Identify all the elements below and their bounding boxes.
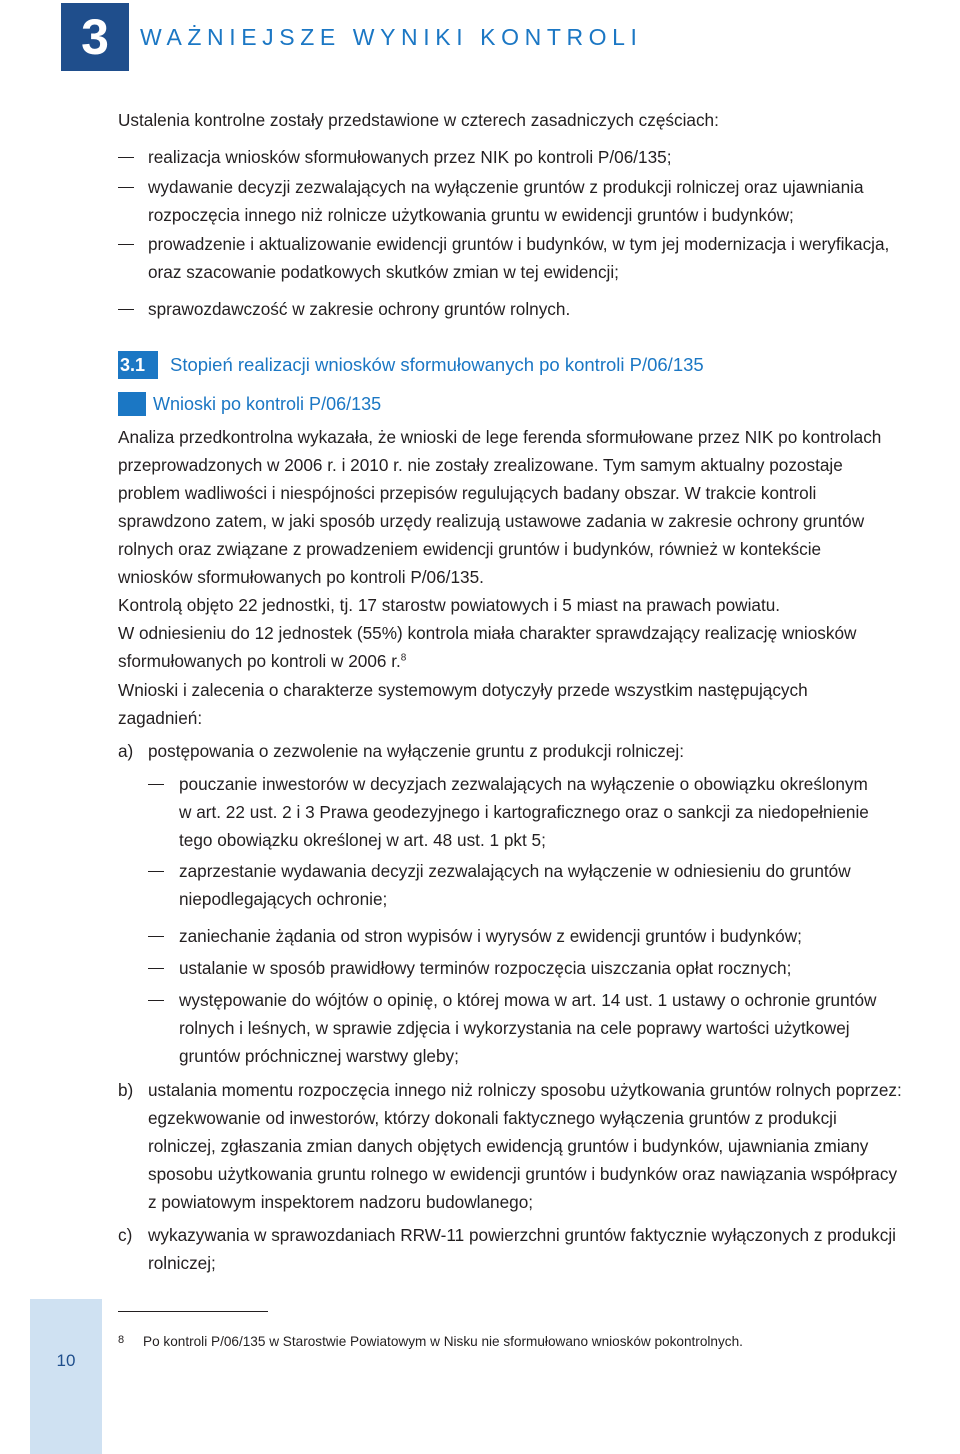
item-c-label: c) xyxy=(118,1225,133,1245)
intro-bullet-3-line-1: prowadzenie i aktualizowanie ewidencji gruntów i budynków, w tym jej modernizacja i weryfikacja, xyxy=(148,234,890,254)
item-a-label: a) xyxy=(118,741,134,761)
chapter-title: WAŻNIEJSZE WYNIKI KONTROLI xyxy=(140,24,643,50)
body-p1-line-1: Analiza przedkontrolna wykazała, że wnioski de lege ferenda sformułowane przez NIK po kontrolach xyxy=(118,427,882,447)
footnote-text: Po kontroli P/06/135 w Starostwie Powiatowym w Nisku nie sformułowano wniosków pokontrolnych. xyxy=(143,1334,743,1349)
dash-bullet-icon xyxy=(148,784,164,785)
page-number-box xyxy=(30,1299,102,1454)
item-a-bullet-1-line-3: tego obowiązku określonej w art. 48 ust. 1 pkt 5; xyxy=(179,830,546,850)
dash-bullet-icon xyxy=(148,1000,164,1001)
item-b-label: b) xyxy=(118,1080,134,1100)
intro-lead: Ustalenia kontrolne zostały przedstawione w czterech zasadniczych częściach: xyxy=(118,110,719,130)
item-b-line-3: rolniczej, zgłaszania zmian danych objętych ewidencją gruntów i budynków, ujawniania zmiany xyxy=(148,1136,869,1156)
item-b-line-1: ustalania momentu rozpoczęcia innego niż rolniczy sposobu użytkowania gruntów rolnych poprzez: xyxy=(148,1080,902,1100)
dash-bullet-icon xyxy=(118,309,134,310)
dash-bullet-icon xyxy=(118,157,134,158)
chapter-number: 3 xyxy=(61,3,129,71)
intro-bullet-1: realizacja wniosków sformułowanych przez NIK po kontroli P/06/135; xyxy=(148,147,672,167)
footnote-ref[interactable]: 8 xyxy=(400,652,407,664)
item-c-line-1: wykazywania w sprawozdaniach RRW-11 powierzchni gruntów faktycznie wyłączonych z produkcji xyxy=(148,1225,896,1245)
item-a-bullet-5-line-3: gruntów próchnicznej warstwy gleby; xyxy=(179,1046,459,1066)
subsection-marker-icon xyxy=(118,392,146,416)
item-c-line-2: rolniczej; xyxy=(148,1253,216,1273)
body-p2: Kontrolą objęto 22 jednostki, tj. 17 starostw powiatowych i 5 miast na prawach powiatu. xyxy=(118,595,781,615)
item-a-bullet-4: ustalanie w sposób prawidłowy terminów rozpoczęcia uiszczania opłat rocznych; xyxy=(179,958,792,978)
intro-bullet-4: sprawozdawczość w zakresie ochrony gruntów rolnych. xyxy=(148,299,571,319)
item-a-bullet-1-line-2: w art. 22 ust. 2 i 3 Prawa geodezyjnego i kartograficznego oraz o sankcji za niedopełnienie xyxy=(179,802,869,822)
intro-bullet-2-line-2: rozpoczęcia innego niż rolnicze użytkowania gruntu w ewidencji gruntów i budynków; xyxy=(148,205,794,225)
body-p1-line-4: sprawdzono zatem, w jaki sposób urzędy realizują ustawowe zadania w zakresie ochrony gruntów xyxy=(118,511,865,531)
page-number: 10 xyxy=(56,1351,76,1370)
subsection-title: Wnioski po kontroli P/06/135 xyxy=(153,394,382,414)
body-p3-line-1: W odniesieniu do 12 jednostek (55%) kontrola miała charakter sprawdzający realizację wniosków xyxy=(118,623,857,643)
item-a-bullet-5-line-2: rolnych i leśnych, w sprawie zdjęcia i wykorzystania na cele poprawy wartości użytkowej xyxy=(179,1018,850,1038)
item-a-bullet-1-line-1: pouczanie inwestorów w decyzjach zezwalających na wyłączenie o obowiązku określonym xyxy=(179,774,868,794)
item-a-bullet-5-line-1: występowanie do wójtów o opinię, o której mowa w art. 14 ust. 1 ustawy o ochronie gruntów xyxy=(179,990,877,1010)
body-p4-line-1: Wnioski i zalecenia o charakterze systemowym dotyczyły przede wszystkim następujących xyxy=(118,680,808,700)
section-number: 3.1 xyxy=(118,351,158,379)
footnote-mark: 8 xyxy=(118,1334,125,1346)
dash-bullet-icon xyxy=(148,968,164,969)
body-p1-line-5: rolnych oraz związane z prowadzeniem ewidencji gruntów i budynków, również w kontekście xyxy=(118,539,822,559)
item-a-text: postępowania o zezwolenie na wyłączenie gruntu z produkcji rolniczej: xyxy=(148,741,684,761)
body-p3-text: sformułowanych po kontroli w 2006 r. xyxy=(118,651,401,671)
item-a-bullet-3: zaniechanie żądania od stron wypisów i wyrysów z ewidencji gruntów i budynków; xyxy=(179,926,802,946)
body-p1-line-3: problem wadliwości i niespójności przepisów regulujących badany obszar. W trakcie kontroli xyxy=(118,483,817,503)
item-b-line-4: sposobu użytkowania gruntu rolnego w ewidencji gruntów i budynków oraz nawiązania współpracy xyxy=(148,1164,898,1184)
item-a-bullet-2-line-2: niepodlegających ochronie; xyxy=(179,889,388,909)
intro-bullet-3-line-2: oraz szacowanie podatkowych skutków zmian w tej ewidencji; xyxy=(148,262,619,282)
intro-bullet-2-line-1: wydawanie decyzji zezwalających na wyłączenie gruntów z produkcji rolniczej oraz ujawniania xyxy=(148,177,864,197)
footnote-divider xyxy=(118,1311,268,1312)
dash-bullet-icon xyxy=(148,936,164,937)
item-b-line-5: z powiatowym inspektorem nadzoru budowlanego; xyxy=(148,1192,534,1212)
item-a-bullet-2-line-1: zaprzestanie wydawania decyzji zezwalających na wyłączenie w odniesieniu do gruntów xyxy=(179,861,851,881)
dash-bullet-icon xyxy=(148,871,164,872)
section-title: Stopień realizacji wniosków sformułowanych po kontroli P/06/135 xyxy=(170,354,704,375)
item-b-line-2: egzekwowanie od inwestorów, którzy dokonali faktycznego wyłączenia gruntów z produkcji xyxy=(148,1108,837,1128)
dash-bullet-icon xyxy=(118,244,134,245)
body-p4-line-2: zagadnień: xyxy=(118,708,203,728)
dash-bullet-icon xyxy=(118,187,134,188)
body-p1-line-6: wniosków sformułowanych po kontroli P/06/135. xyxy=(118,567,484,587)
body-p1-line-2: przeprowadzonych w 2006 r. i 2010 r. nie zostały zrealizowane. Tym samym aktualny pozostaje xyxy=(118,455,843,475)
body-p3-line-2 xyxy=(118,647,406,675)
